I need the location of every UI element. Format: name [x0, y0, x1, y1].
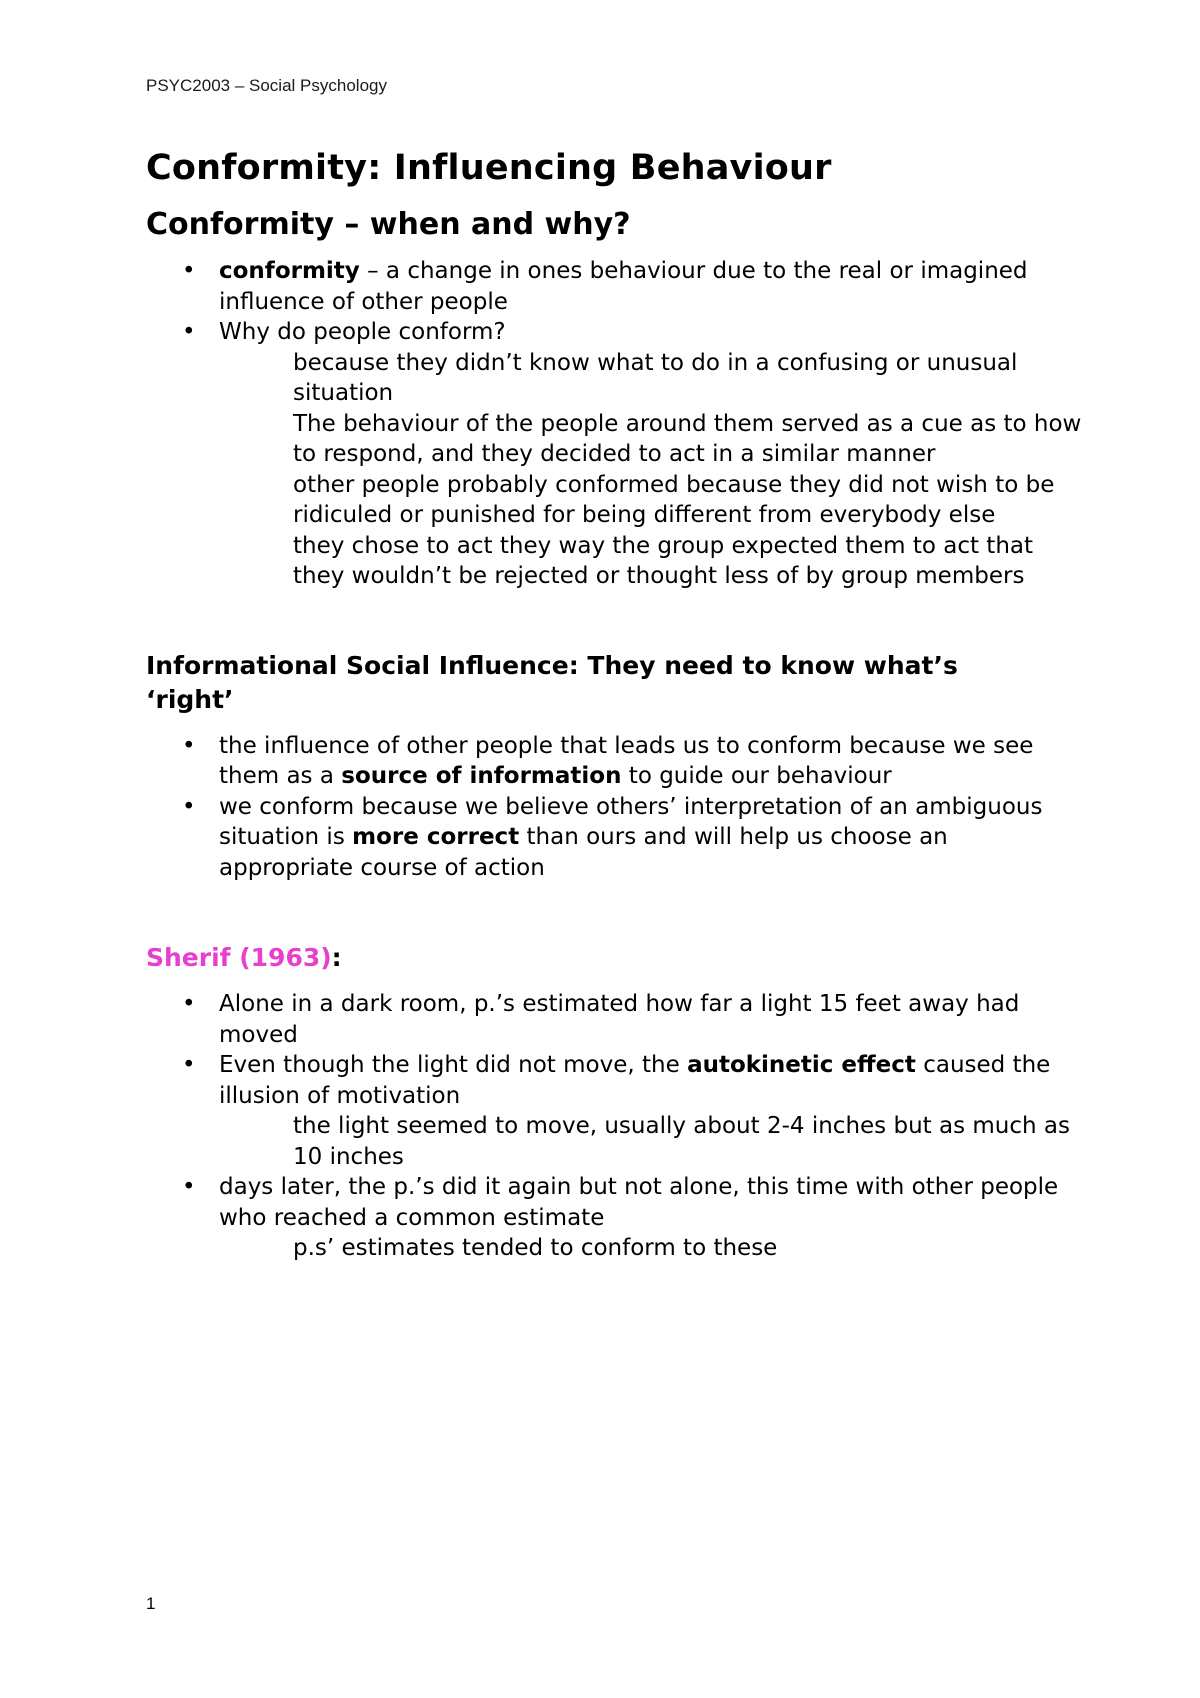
definition-text: – a change in ones behaviour due to the real or imagined influence of other people: [219, 258, 1028, 315]
term-conformity: conformity: [219, 258, 360, 284]
list-item: [146, 256, 1086, 317]
bold-term: source of information: [341, 763, 622, 789]
text-segment: than ours and will help us choose an appropriate course of action: [219, 824, 948, 881]
conformity-bullets: [146, 256, 1086, 348]
bullet-icon: •: [182, 991, 196, 1017]
page-header: PSYC2003 – Social Psychology: [146, 76, 387, 95]
sub-point-text: the light seemed to move, usually about 2-4 inches but as much as 10 inches: [293, 1113, 1070, 1170]
list-item: [146, 1050, 1086, 1111]
bullet-icon: •: [182, 1174, 196, 1200]
informational-bullets: [146, 731, 1086, 884]
bullet-icon: •: [182, 732, 196, 759]
list-item: [146, 989, 1086, 1050]
text-segment: caused the illusion of motivation: [219, 1052, 1051, 1109]
bold-term: autokinetic effect: [687, 1052, 916, 1078]
bullet-icon: •: [182, 793, 196, 820]
text-segment: Alone in a dark room, p.’s estimated how far a light 15 feet away had moved: [219, 991, 1020, 1048]
list-item: [146, 731, 1086, 792]
bullet-icon: •: [182, 319, 196, 345]
sherif-bullets: [146, 989, 1086, 1111]
bullet-icon: •: [182, 258, 196, 284]
sherif-bullets-continued: [146, 1172, 1086, 1233]
reason-text: The behaviour of the people around them served as a cue as to how to respond, and they decided to act in a similar manner: [293, 410, 1082, 467]
reason-text: because they didn’t know what to do in a confusing or unusual situation: [293, 349, 1018, 406]
text-segment: we conform because we believe others’ interpretation of an ambiguous situation is: [219, 793, 1043, 850]
study-citation: Sherif (1963): [146, 943, 332, 972]
text-segment: to guide our behaviour: [621, 763, 892, 789]
document-title: Conformity: Influencing Behaviour: [146, 148, 832, 188]
reason-text: other people probably conformed because they did not wish to be ridiculed or punished for being different from everybody else: [293, 471, 1055, 528]
text-segment: Even though the light did not move, the: [219, 1052, 688, 1078]
section-heading-sherif: [146, 941, 1086, 975]
text-segment: days later, the p.’s did it again but not alone, this time with other people who reached a common estimate: [219, 1174, 1059, 1231]
list-item: [146, 317, 1086, 348]
sub-point-text: p.s’ estimates tended to conform to these: [293, 1235, 778, 1261]
text-segment: the influence of other people that leads us to conform because we see them as a: [219, 732, 1034, 789]
list-item: [146, 1172, 1086, 1233]
document-body: [146, 140, 1086, 1264]
list-item: [146, 792, 1086, 884]
section-heading-conformity: Conformity – when and why?: [146, 207, 631, 242]
bold-term: more correct: [352, 824, 520, 850]
page-number: 1: [146, 1594, 156, 1613]
question-text: Why do people conform?: [219, 319, 506, 345]
reason-text: they chose to act they way the group expected them to act that they wouldn’t be rejected or thought less of by group members: [293, 532, 1034, 589]
heading-colon: :: [331, 943, 342, 972]
bullet-icon: •: [182, 1052, 196, 1078]
section-heading-informational: Informational Social Influence: They need to know what’s ‘right’: [146, 650, 958, 714]
